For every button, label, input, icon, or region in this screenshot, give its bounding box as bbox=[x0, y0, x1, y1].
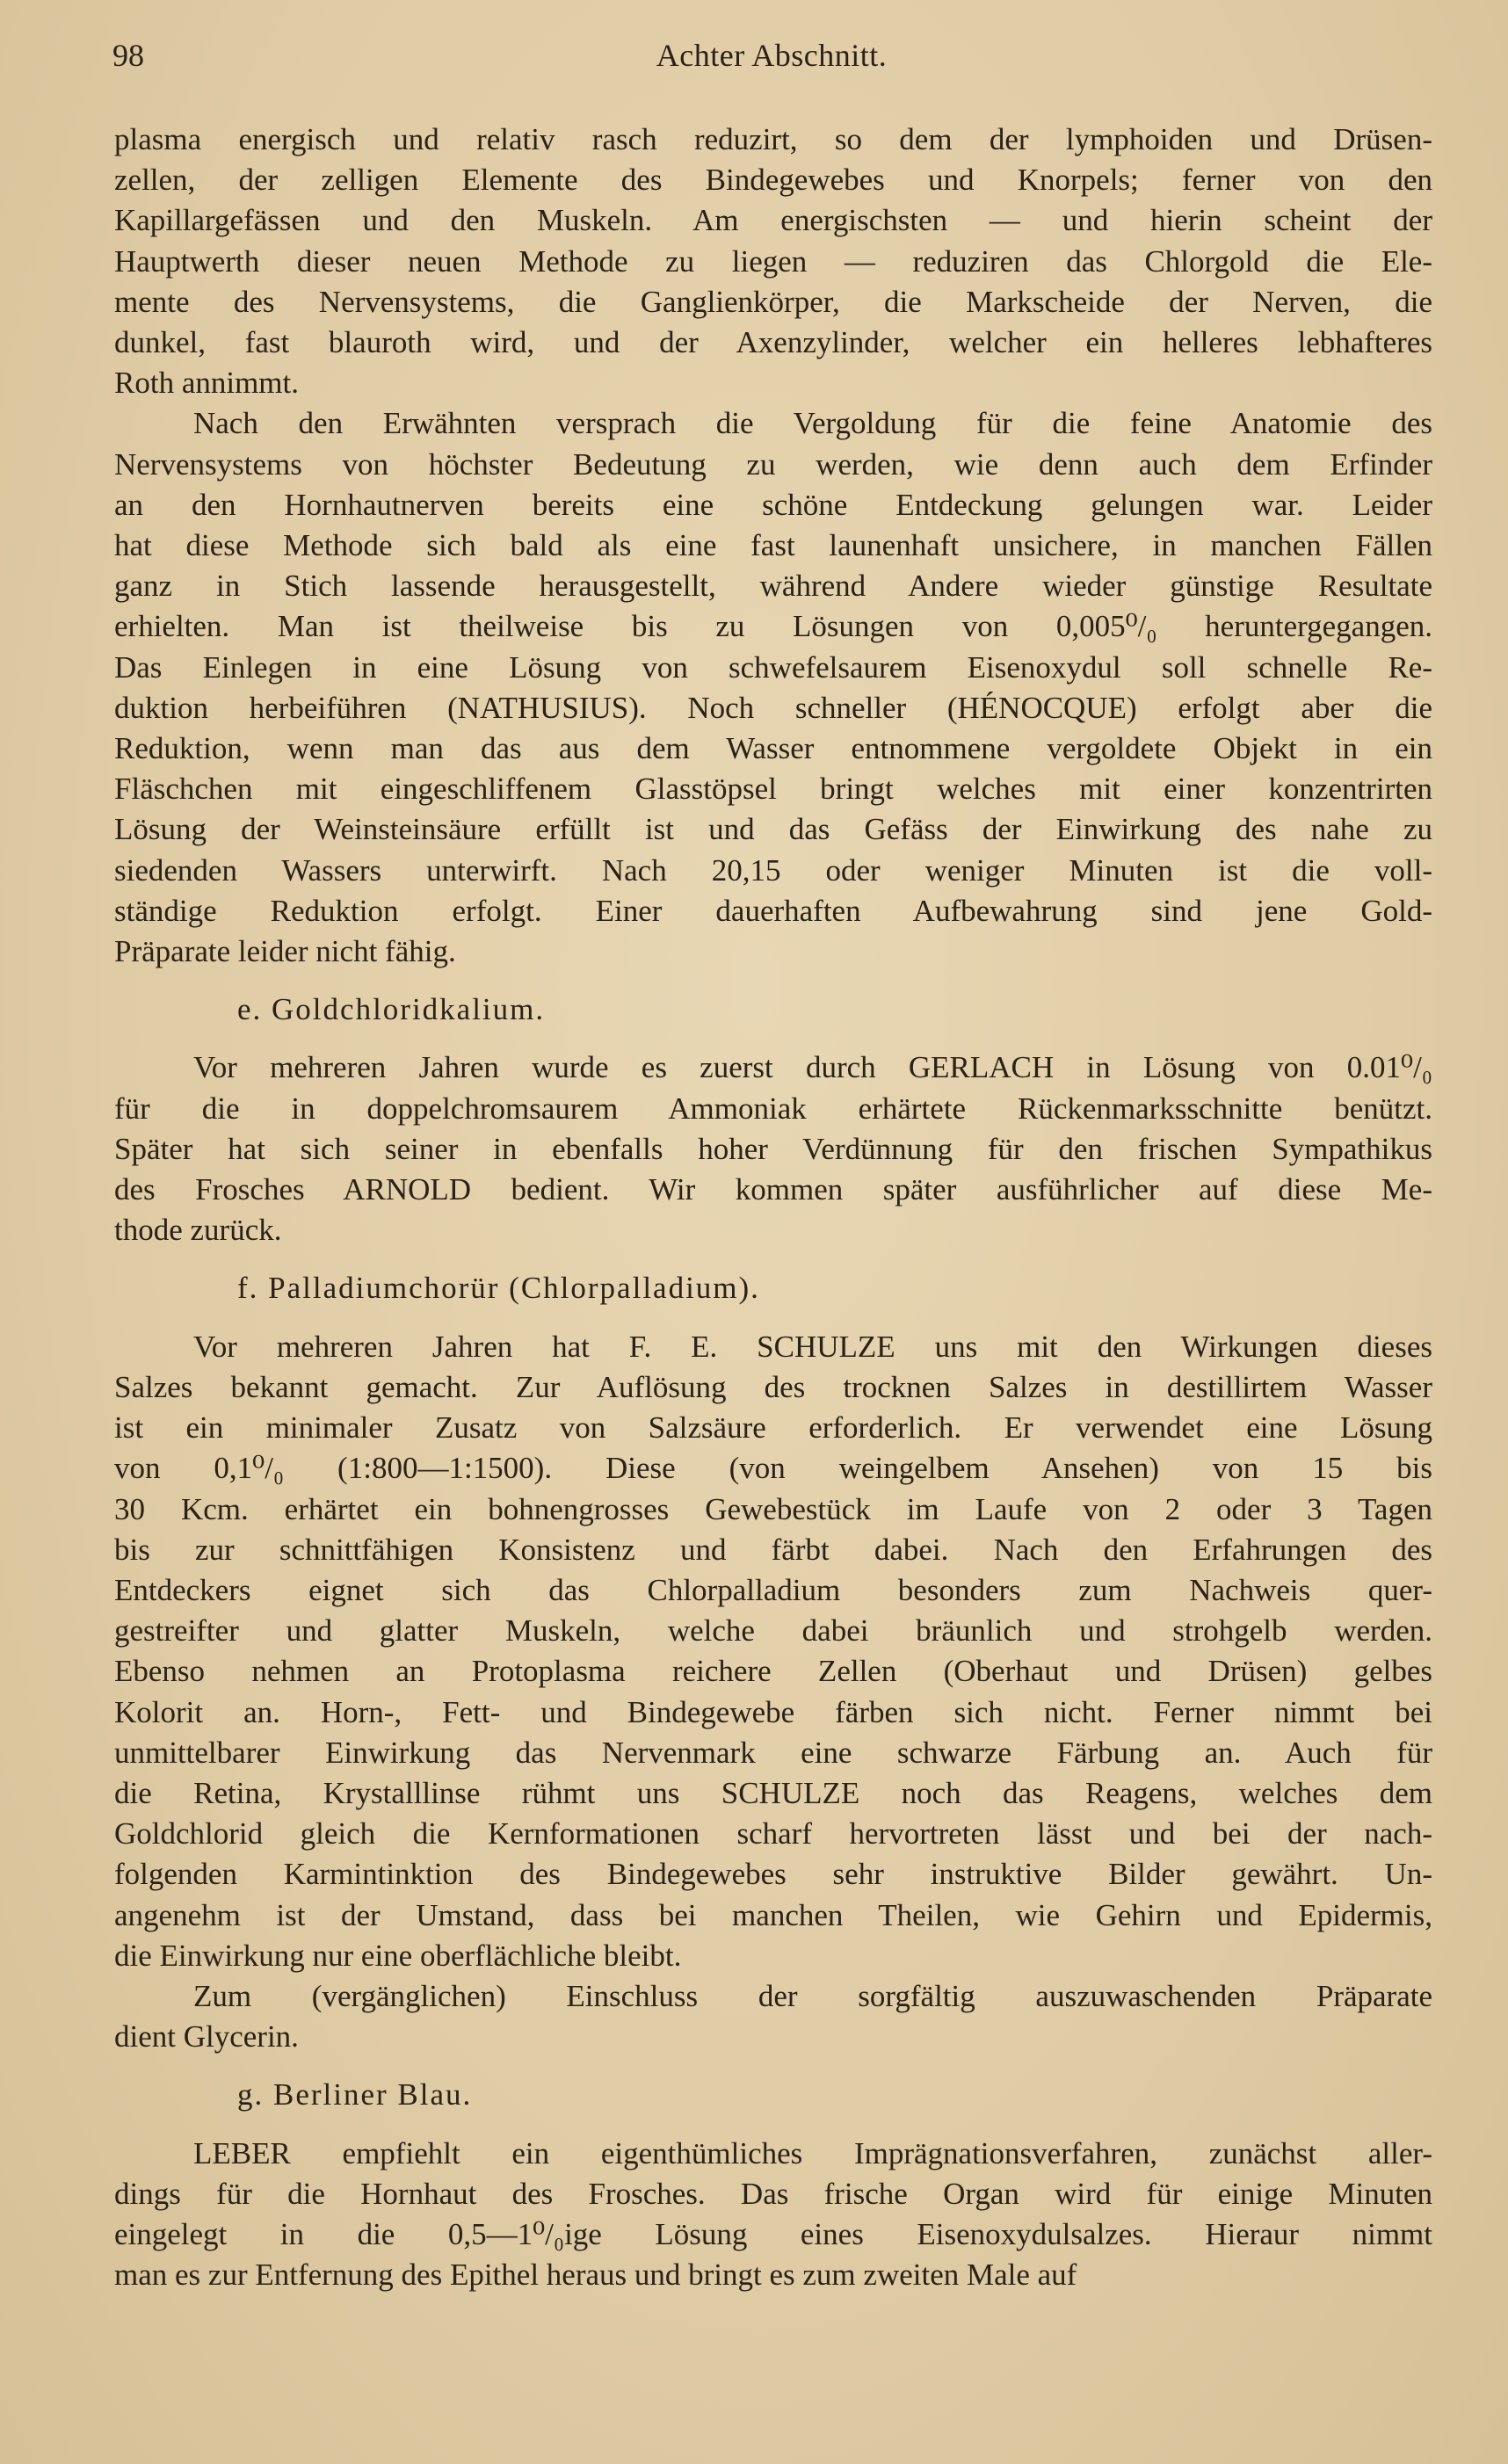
text-line: die Retina, Krystalllinse rühmt uns SCHULZE noch das Reagens, welches dem bbox=[114, 1775, 1432, 1810]
text-line: hat diese Methode sich bald als eine fast launenhaft unsichere, in manchen Fällen bbox=[114, 528, 1432, 563]
text-line: ständige Reduktion erfolgt. Einer dauerhaften Aufbewahrung sind jene Gold- bbox=[114, 893, 1432, 928]
text-line: Das Einlegen in eine Lösung von schwefelsaurem Eisenoxydul soll schnelle Re- bbox=[114, 649, 1432, 685]
paragraph bbox=[114, 2134, 1432, 2296]
text-line: Hauptwerth dieser neuen Methode zu liegen — reduziren das Chlorgold die Ele- bbox=[114, 243, 1432, 279]
body-text bbox=[114, 120, 1432, 2295]
text-line: des Frosches ARNOLD bedient. Wir kommen später ausführlicher auf diese Me- bbox=[114, 1172, 1432, 1207]
text-line: Roth annimmt. bbox=[114, 366, 299, 401]
text-line: Salzes bekannt gemacht. Zur Auflösung des trocknen Salzes in destillirtem Wasser bbox=[114, 1369, 1432, 1404]
text-line: Reduktion, wenn man das aus dem Wasser entnommene vergoldete Objekt in ein bbox=[114, 731, 1432, 766]
text-line: Nervensystems von höchster Bedeutung zu werden, wie denn auch dem Erfinder bbox=[114, 446, 1432, 482]
text-line: ganz in Stich lassende herausgestellt, während Andere wieder günstige Resultate bbox=[114, 569, 1432, 604]
page-header bbox=[112, 37, 1431, 81]
text-line: Ebenso nehmen an Protoplasma reichere Zellen (Oberhaut und Drüsen) gelbes bbox=[114, 1654, 1432, 1689]
text-line: Zum (vergänglichen) Einschluss der sorgfältig auszuwaschenden Präparate bbox=[193, 1978, 1432, 2013]
paragraph bbox=[114, 120, 1432, 403]
text-line: bis zur schnittfähigen Konsistenz und färbt dabei. Nach den Erfahrungen des bbox=[114, 1532, 1432, 1567]
running-head: Achter Abschnitt. bbox=[656, 38, 888, 73]
paragraph bbox=[114, 1047, 1432, 1250]
text-line: Nach den Erwähnten versprach die Vergoldung für die feine Anatomie des bbox=[193, 406, 1432, 441]
text-line: Kolorit an. Horn-, Fett- und Bindegewebe färben sich nicht. Ferner nimmt bei bbox=[114, 1694, 1432, 1729]
text-line: Präparate leider nicht fähig. bbox=[114, 934, 456, 969]
text-line: thode zurück. bbox=[114, 1213, 282, 1248]
text-line: Entdeckers eignet sich das Chlorpalladium besonders zum Nachweis quer- bbox=[114, 1572, 1432, 1607]
text-line: Lösung der Weinsteinsäure erfüllt ist und das Gefäss der Einwirkung des nahe zu bbox=[114, 812, 1432, 847]
text-line: die Einwirkung nur eine oberflächliche bleibt. bbox=[114, 1938, 682, 1973]
text-line: Fläschchen mit eingeschliffenem Glasstöpsel bringt welches mit einer konzentrirten bbox=[114, 772, 1432, 807]
text-line: dient Glycerin. bbox=[114, 2019, 299, 2055]
paragraph bbox=[114, 1976, 1432, 2057]
text-line: Kapillargefässen und den Muskeln. Am energischsten — und hierin scheint der bbox=[114, 203, 1432, 238]
text-line: folgenden Karmintinktion des Bindegewebes sehr instruktive Bilder gewährt. Un- bbox=[114, 1857, 1432, 1892]
text-line: 30 Kcm. erhärtet ein bohnengrosses Gewebestück im Laufe von 2 oder 3 Tagen bbox=[114, 1491, 1432, 1526]
text-line: für die in doppelchromsaurem Ammoniak erhärtete Rückenmarksschnitte benützt. bbox=[114, 1091, 1432, 1126]
text-line: Später hat sich seiner in ebenfalls hoher Verdünnung für den frischen Sympathikus bbox=[114, 1131, 1432, 1166]
section-heading: g. Berliner Blau. bbox=[237, 2077, 473, 2113]
text-line: Vor mehreren Jahren hat F. E. SCHULZE uns mit den Wirkungen dieses bbox=[193, 1329, 1432, 1364]
text-line: ist ein minimaler Zusatz von Salzsäure erforderlich. Er verwendet eine Lösung bbox=[114, 1410, 1432, 1446]
section-heading: e. Goldchloridkalium. bbox=[237, 992, 546, 1027]
text-line: siedenden Wassers unterwirft. Nach 20,15 oder weniger Minuten ist die voll- bbox=[114, 852, 1432, 888]
paragraph bbox=[114, 403, 1432, 972]
text-line: plasma energisch und relativ rasch reduzirt, so dem der lymphoiden und Drüsen- bbox=[114, 122, 1432, 156]
text-line: duktion herbeiführen (NATHUSIUS). Noch schneller (HÉNOCQUE) erfolgt aber die bbox=[114, 690, 1432, 725]
text-line: gestreifter und glatter Muskeln, welche dabei bräunlich und strohgelb werden. bbox=[114, 1613, 1432, 1649]
text-line: zellen, der zelligen Elemente des Bindegewebes und Knorpels; ferner von den bbox=[114, 163, 1432, 198]
section-heading: f. Palladiumchorür (Chlorpalladium). bbox=[237, 1271, 760, 1306]
paragraph bbox=[114, 1327, 1432, 1976]
text-line: Goldchlorid gleich die Kernformationen scharf hervortreten lässt und bei der nach- bbox=[114, 1816, 1432, 1852]
page-number: 98 bbox=[112, 38, 144, 73]
text-line: eingelegt in die 0,5—1⁰/₀ige Lösung eines Eisenoxydulsalzes. Hieraur nimmt bbox=[114, 2216, 1432, 2251]
text-line: dunkel, fast blauroth wird, und der Axenzylinder, welcher ein helleres lebhafteres bbox=[114, 325, 1432, 360]
text-line: erhielten. Man ist theilweise bis zu Lösungen von 0,005⁰/₀ heruntergegangen. bbox=[114, 609, 1432, 644]
text-line: dings für die Hornhaut des Frosches. Das frische Organ wird für einige Minuten bbox=[114, 2176, 1432, 2211]
text-line: Vor mehreren Jahren wurde es zuerst durch GERLACH in Lösung von 0.01⁰/₀ bbox=[193, 1050, 1432, 1085]
text-line: LEBER empfiehlt ein eigenthümliches Imprägnationsverfahren, zunächst aller- bbox=[193, 2135, 1432, 2170]
text-line: von 0,1⁰/₀ (1:800—1:1500). Diese (von weingelbem Ansehen) von 15 bis bbox=[114, 1451, 1432, 1486]
text-line: an den Hornhautnerven bereits eine schöne Entdeckung gelungen war. Leider bbox=[114, 487, 1432, 522]
text-line: mente des Nervensystems, die Ganglienkörper, die Markscheide der Nerven, die bbox=[114, 284, 1432, 319]
text-line: angenehm ist der Umstand, dass bei manchen Theilen, wie Gehirn und Epidermis, bbox=[114, 1897, 1432, 1932]
text-line: unmittelbarer Einwirkung das Nervenmark eine schwarze Färbung an. Auch für bbox=[114, 1735, 1432, 1770]
text-line: man es zur Entfernung des Epithel heraus und bringt es zum zweiten Male auf bbox=[114, 2257, 1077, 2293]
